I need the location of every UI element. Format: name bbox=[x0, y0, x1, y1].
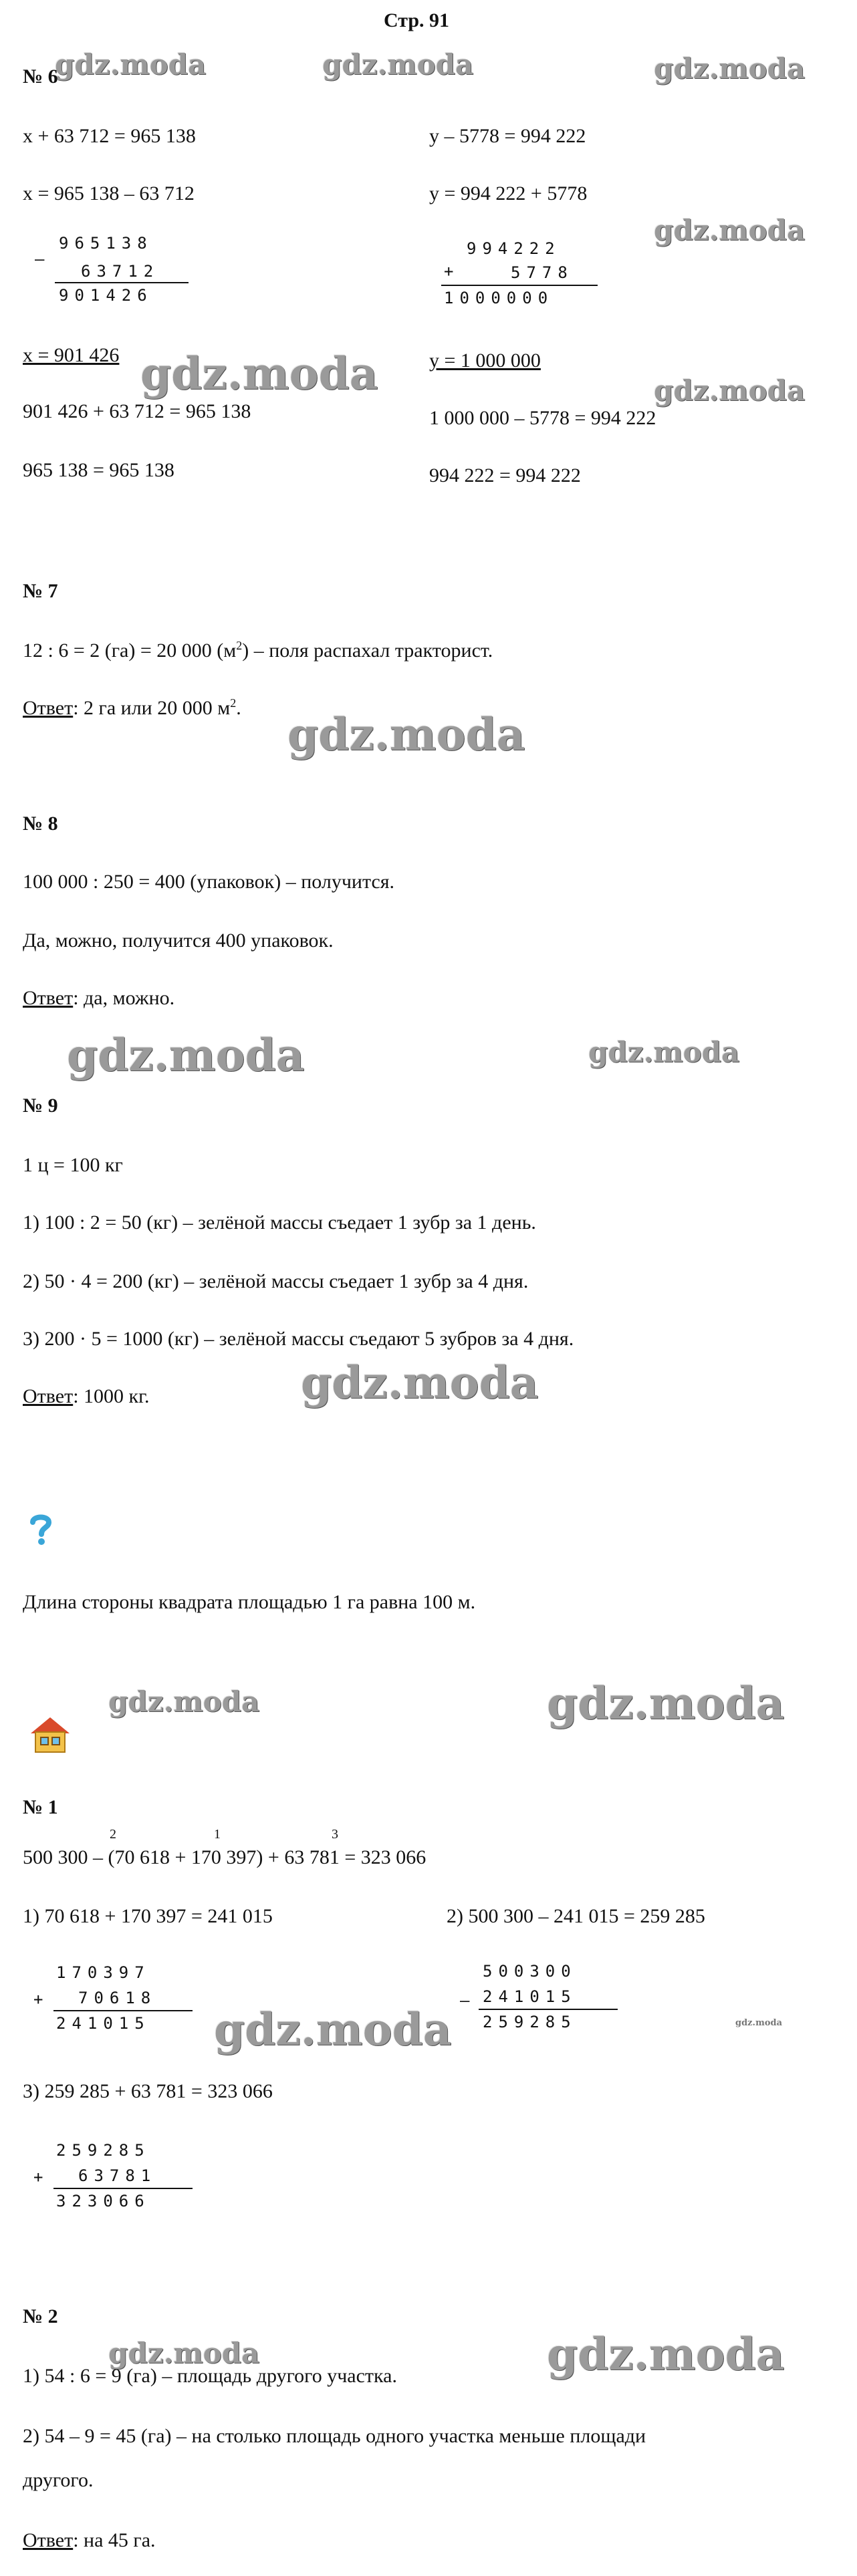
column-line bbox=[441, 285, 598, 286]
solution-line bbox=[23, 639, 493, 663]
solution-text: ) – поля распахал тракторист. bbox=[242, 639, 493, 662]
unit: м bbox=[217, 697, 231, 719]
column-row: 63712 bbox=[81, 262, 160, 281]
unit: м bbox=[223, 639, 237, 662]
column-sign: – bbox=[460, 1991, 476, 2010]
operation-order: 1 bbox=[214, 1827, 221, 1842]
column-row: 70618 bbox=[78, 1989, 157, 2007]
watermark: gdz.moda bbox=[654, 214, 806, 247]
task-header: № 8 bbox=[23, 813, 58, 835]
solution-line: 100 000 : 250 = 400 (упаковок) – получится. bbox=[23, 871, 395, 893]
check-line: 965 138 = 965 138 bbox=[23, 459, 174, 481]
solution-line: 2) 50 · 4 = 200 (кг) – зелёной массы съедает 1 зубр за 4 дня. bbox=[23, 1270, 529, 1292]
column-result: 901426 bbox=[59, 286, 153, 305]
operation-order: 3 bbox=[332, 1827, 338, 1842]
column-sign: + bbox=[33, 2168, 49, 2186]
column-row: 259285 bbox=[56, 2141, 150, 2160]
watermark: gdz.moda bbox=[322, 48, 474, 81]
answer-line: x = 901 426 bbox=[23, 344, 120, 366]
column-result: 1000000 bbox=[444, 289, 554, 307]
answer-line bbox=[23, 1385, 150, 1409]
check-line: 901 426 + 63 712 = 965 138 bbox=[23, 400, 251, 422]
column-row: 5778 bbox=[511, 263, 574, 282]
solution-line: другого. bbox=[23, 2469, 94, 2491]
expression: 500 300 – (70 618 + 170 397) + 63 781 = 323 066 bbox=[23, 1846, 426, 1868]
watermark: gdz.moda bbox=[654, 52, 806, 85]
solution-line: 2) 54 – 9 = 45 (га) – на столько площадь одного участка меньше площади bbox=[23, 2425, 646, 2447]
column-result: 323066 bbox=[56, 2192, 150, 2210]
column-result: 241015 bbox=[56, 2014, 150, 2033]
watermark: gdz.moda bbox=[654, 374, 806, 407]
answer-text: : да, можно. bbox=[73, 987, 175, 1009]
answer-text: : 2 га или 20 000 bbox=[73, 697, 218, 719]
solution-text: 12 : 6 = 2 (га) = 20 000 ( bbox=[23, 639, 224, 662]
column-row: 965138 bbox=[59, 234, 153, 253]
answer-label: Ответ bbox=[23, 1385, 74, 1407]
column-sign: + bbox=[444, 262, 460, 281]
answer-text: : на 45 га. bbox=[73, 2529, 156, 2551]
task-header: № 7 bbox=[23, 580, 58, 602]
column-row: 63781 bbox=[78, 2166, 157, 2185]
task-header: № 6 bbox=[23, 65, 58, 88]
answer-label: Ответ bbox=[23, 697, 74, 719]
watermark: gdz.moda bbox=[140, 347, 378, 400]
check-line: 1 000 000 – 5778 = 994 222 bbox=[429, 407, 656, 429]
column-row: 500300 bbox=[483, 1962, 577, 1981]
watermark: gdz.moda bbox=[547, 2328, 785, 2380]
solution-line: Да, можно, получится 400 упаковок. bbox=[23, 929, 334, 952]
watermark: gdz.moda bbox=[108, 1685, 260, 1718]
column-line bbox=[479, 2009, 618, 2010]
solution-line: 1) 54 : 6 = 9 (га) – площадь другого участка. bbox=[23, 2365, 397, 2387]
column-result: 259285 bbox=[483, 2013, 577, 2031]
answer-text: : 1000 кг. bbox=[73, 1385, 150, 1407]
column-line bbox=[53, 2188, 193, 2189]
solution-step: 2) 500 300 – 241 015 = 259 285 bbox=[447, 1905, 705, 1927]
solution-line: 3) 200 · 5 = 1000 (кг) – зелёной массы съедают 5 зубров за 4 дня. bbox=[23, 1328, 574, 1350]
task-header: № 9 bbox=[23, 1095, 58, 1117]
solution-step: 3) 259 285 + 63 781 = 323 066 bbox=[23, 2080, 273, 2102]
watermark: gdz.moda bbox=[547, 1677, 785, 1729]
answer-line bbox=[23, 696, 241, 720]
superscript: 2 bbox=[236, 639, 243, 652]
answer-line bbox=[23, 2529, 156, 2553]
check-line: 994 222 = 994 222 bbox=[429, 464, 581, 486]
answer-label: Ответ bbox=[23, 2529, 74, 2551]
watermark: gdz.moda bbox=[301, 1356, 539, 1409]
equation: x + 63 712 = 965 138 bbox=[23, 125, 196, 147]
watermark: gdz.moda bbox=[108, 2337, 260, 2370]
watermark: gdz.moda bbox=[55, 48, 207, 81]
question-mark-icon bbox=[29, 1513, 52, 1550]
solution-step: y = 994 222 + 5778 bbox=[429, 182, 588, 204]
column-line bbox=[55, 282, 189, 283]
task-header: № 1 bbox=[23, 1796, 58, 1818]
column-row: 994222 bbox=[467, 239, 561, 258]
task-header: № 2 bbox=[23, 2305, 58, 2327]
page-title: Стр. 91 bbox=[384, 9, 450, 31]
column-line bbox=[53, 2010, 193, 2011]
column-sign: – bbox=[35, 250, 51, 269]
solution-step: x = 965 138 – 63 712 bbox=[23, 182, 195, 204]
watermark: gdz.moda bbox=[735, 2018, 783, 2028]
solution-step: 1) 70 618 + 170 397 = 241 015 bbox=[23, 1905, 273, 1927]
watermark: gdz.moda bbox=[67, 1029, 305, 1081]
question-answer: Длина стороны квадрата площадью 1 га равна 100 м. bbox=[23, 1591, 476, 1613]
answer-text: . bbox=[236, 697, 241, 719]
answer-label: Ответ bbox=[23, 987, 74, 1009]
solution-line: 1 ц = 100 кг bbox=[23, 1154, 123, 1176]
watermark: gdz.moda bbox=[588, 1036, 740, 1068]
operation-order: 2 bbox=[110, 1827, 116, 1842]
answer-line: y = 1 000 000 bbox=[429, 349, 541, 372]
column-row: 241015 bbox=[483, 1987, 577, 2006]
column-sign: + bbox=[33, 1990, 49, 2009]
column-row: 170397 bbox=[56, 1963, 150, 1982]
superscript: 2 bbox=[230, 696, 237, 710]
solution-line: 1) 100 : 2 = 50 (кг) – зелёной массы съедает 1 зубр за 1 день. bbox=[23, 1211, 536, 1234]
watermark: gdz.moda bbox=[287, 708, 525, 760]
watermark: gdz.moda bbox=[214, 2003, 452, 2055]
equation: y – 5778 = 994 222 bbox=[429, 125, 586, 147]
answer-line bbox=[23, 986, 174, 1010]
house-icon bbox=[29, 1716, 71, 1757]
